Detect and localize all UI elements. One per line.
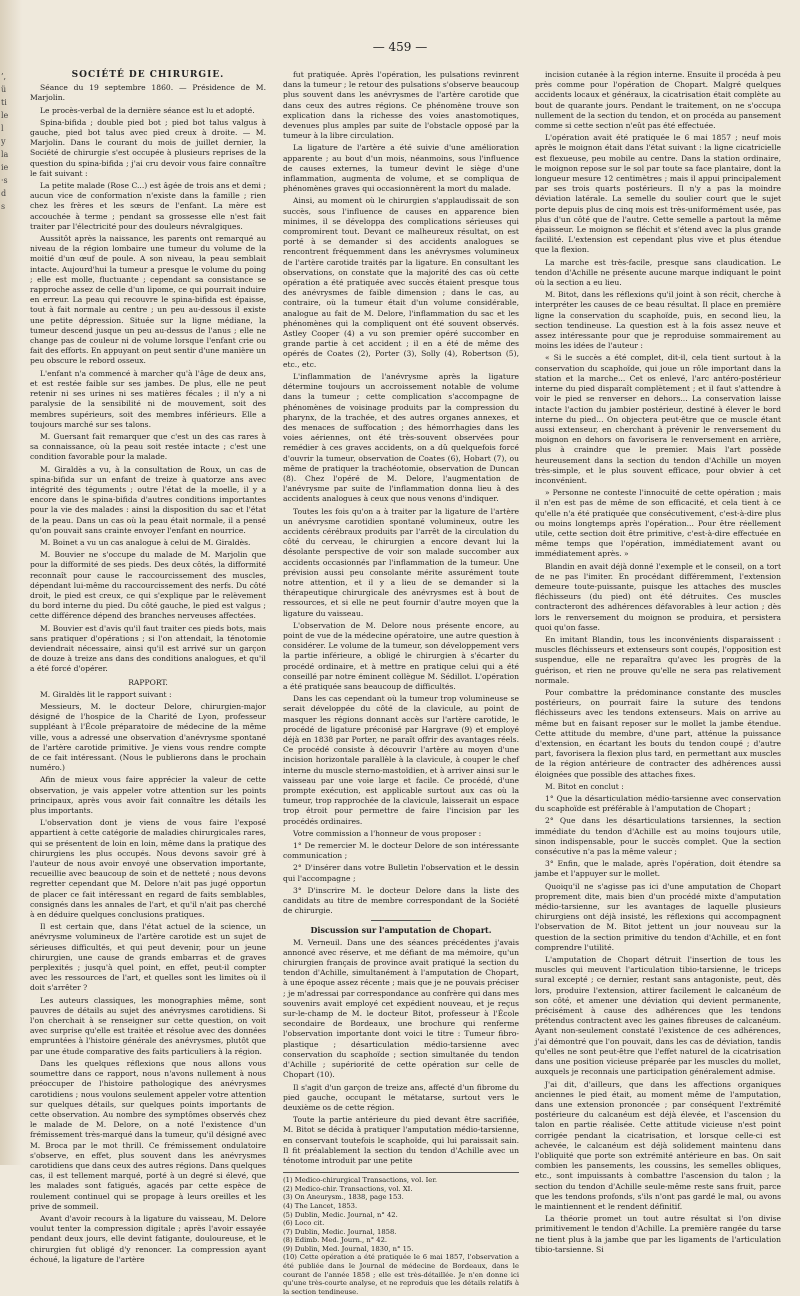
margin-fragment: le <box>1 111 9 120</box>
paragraph: Quoiqu'il ne s'agisse pas ici d'une amputation de Chopart proprement dite, mais bien d'un procédé mixte d'amputation médio-tarsienne, sur les avantages de laquelle plusieurs chirurgiens ont déjà insisté, les réflexions qui accompagnent l'observation de M. Bitot jettent un jour nouveau sur la question de la section primitive du tendon d'Achille, et en font comprendre l'utilité. <box>535 881 781 952</box>
paragraph: M. Guersant fait remarquer que c'est un des cas rares à sa connaissance, où la peau soit restée intacte ; c'est une condition favorable pour la malade. <box>30 431 266 462</box>
col3-paragraphs <box>535 70 781 1255</box>
footnotes <box>283 1172 519 1296</box>
footnote: (5) Dublin, Medic. Journal, n° 42. <box>283 1210 398 1219</box>
paragraph: Avant d'avoir recours à la ligature du vaisseau, M. Delore voulut tenter la compression digitale ; après l'avoir essayée pendant deux jours, elle devint fatigante, douloureuse, et le chirurgien fut obligé d'y renoncer. La compression ayant échoué, la ligature de l'artère <box>30 1213 266 1264</box>
paragraph: Dans les quelques réflexions que nous allons vous soumettre dans ce rapport, nous n'avons nullement à nous préoccuper de l'histoire pathologique des anévrysmes carotidiens ; nous voulons seulement appeler votre attention sur quelques détails, sur quelques points importants de cette observation. Au nombre des symptômes observés chez le malade de M. Delore, on a noté l'existence d'un frémissement très-marqué dans la tumeur, qu'il désigné avec M. Broca par le mot thrill. Ce frémissement ondulatoire s'observe, en effet, plus souvent dans les anévrysmes carotidiens que dans ceux des autres régions. Dans quelques cas, il est tellement marqué, porté à un degré si élevé, que les malades sont fatigués, agacés par cette espèce de roulement continuel qui se propage à leurs oreilles et les prive de sommeil. <box>30 1058 266 1211</box>
paragraph: L'amputation de Chopart détruit l'insertion de tous les muscles qui meuvent l'articulation tibio-tarsienne, le triceps sural excepté ; ce dernier, restant sans antagoniste, peut, dès lors, produire l'extension, attirer facilement le calcanéum de son côté, et amener une déviation qui devient permanente, précisément à cause des adhérences que les tendons prétendus contractent avec les gaines fibreuses de calcanéum. Ayant non-seulement constaté l'existence de ces adhérences, j'ai démontré que l'on pouvait, dans les cas de déviation, tandis qu'elles ne sont peut-être que l'effet naturel de la cicatrisation dans une position vicieuse préparée par les muscles du mollet, auxquels je reconnais une participation généralement admise. <box>535 955 781 1077</box>
margin-fragment: l <box>1 124 4 133</box>
footnote: (6) Loco cit. <box>283 1219 325 1228</box>
footnote: (3) On Aneurysm., 1838, page 153. <box>283 1193 404 1202</box>
paragraph: Messieurs, M. le docteur Delore, chirurgien-major désigné de l'hospice de la Charité de Lyon, professeur suppléant à l'École préparatoire de médecine de la même ville, vous a adressé une observation d'anévrysme spontané de l'artère carotide primitive. Je viens vous rendre compte de ce fait intéressant. (Nous le publierons dans le prochain numéro.) <box>30 701 266 773</box>
paragraph: 2° Que dans les désarticulations tarsiennes, la section immédiate du tendon d'Achille est au moins toujours utile, sinon indispensable, pour le succès complet. Que la section consécutive n'a pas la même valeur ; <box>535 816 781 857</box>
footnote: (2) Medico-chir. Transactions, vol. XI. <box>283 1184 413 1193</box>
margin-fragment: ti <box>1 98 7 107</box>
margin-fragment: s <box>1 202 6 211</box>
paragraph: L'opération avait été pratiquée le 6 mai 1857 ; neuf mois après le moignon était dans l'état suivant : la ligne cicatricielle est flexueuse, peu mobile au centre. Dans la station ordinaire, le moignon repose sur le sol par toute sa face plantaire, dont la longueur mesure 12 centimètres ; mais il appui principalement par ses trois quarts postérieurs. Il n'y a pas la moindre déviation latérale. La semelle du soulier court que le sujet porte depuis plus de cinq mois est très-uniformément usée, pas plus d'un côté que de l'autre. Cette semelle a partout la même épaisseur. Le moignon se fléchit et s'étend avec la plus grande facilité. L'extension est cependant plus vive et plus étendue que la flexion. <box>535 133 781 255</box>
footnote: (9) Dublin, Med. Journal, 1830, n° 15. <box>283 1244 414 1253</box>
paragraph: M. Bitot en conclut : <box>545 781 624 791</box>
footnote: (1) Medico-chirurgical Transactions, vol. Ier. <box>283 1176 437 1185</box>
paragraph: J'ai dit, d'ailleurs, que dans les affections organiques anciennes le pied était, au moment même de l'amputation, dans une extension prononcée ; par conséquent l'extrémité postérieure du calcanéum est déjà élevée, et l'ascension du talon en partie réalisée. Cette attitude vicieuse n'est point corrigée pendant la cicatrisation, et lorsque celle-ci est achevée, le calcanéum est déjà solidement maintenu dans l'obliquité que porte son extrémité antérieure en bas. On sait combien les pansements, les coussins, les semelles obliques, etc., sont impuissants à combattre l'ascension du talon ; la section du tendon d'Achille seule-même reste sans fruit, parce que les tendons profonds, s'ils n'ont pas gardé le mal, ou avons le maintiennent et le rendent définitif. <box>535 1079 781 1211</box>
paragraph: Blandin en avait déjà donné l'exemple et le conseil, on a tort de ne pas l'imiter. En procédant différemment, l'extension demeure toute-puissante, puisque les attaches des muscles fléchisseurs (du pied) ont été détruites. Ces muscles contracteront des adhérences défavorables à leur action ; dès lors le renversement du moignon se produira, et persistera quoi qu'on fasse. <box>535 561 781 632</box>
column-right <box>535 70 781 1254</box>
margin-fragments <box>1 70 13 213</box>
paragraph: M. Bitot, dans les réflexions qu'il joint à son récit, cherche à interpréter les causes de ce beau résultat. Il place en première ligne la conservation du scaphoïde, puis, en second lieu, la section tendineuse. La question est à la fois assez neuve et assez intéressante pour que je reproduise sommairement au moins les idées de l'auteur : <box>535 290 781 351</box>
footnote: (7) Dublin, Medic. Journal, 1858. <box>283 1227 397 1236</box>
paragraph: Le procès-verbal de la dernière séance est lu et adopté. <box>40 105 255 115</box>
paragraph: La théorie promet un tout autre résultat si l'on divise primitivement le tendon d'Achille. La première rangée du tarse ne tient plus à la jambe que par les ligaments de l'articulation tibio-tarsienne. Si <box>535 1214 781 1254</box>
paragraph: Votre commission a l'honneur de vous proposer : <box>293 828 482 838</box>
column-middle <box>283 70 519 1296</box>
paragraph: 1° Que la désarticulation médio-tarsienne avec conservation du scaphoïde est préférable à l'amputation de Chopart ; <box>535 794 781 814</box>
paragraph: 1° De remercier M. le docteur Delore de son intéressante communication ; <box>283 841 519 861</box>
paragraph: fut pratiquée. Après l'opération, les pulsations revinrent dans la tumeur ; le retour des pulsations s'observe beaucoup plus souvent dans les anévrysmes de l'artère carotide que dans ceux des autres régions. Ce phénomène trouve son explication dans la richesse des voies anastomotiques, devenues plus amples par suite de l'obstacle opposé par la tumeur à la libre circulation. <box>283 70 519 141</box>
paragraph: La ligature de l'artère a été suivie d'une amélioration apparente ; au bout d'un mois, néanmoins, sous l'influence de causes externes, la tumeur devint le siège d'une inflammation, augmenta de volume, et se compliqua de phénomènes graves qui occasionnèrent la mort du malade. <box>283 143 519 194</box>
paragraph: La marche est très-facile, presque sans claudication. Le tendon d'Achille ne présente aucune marque indiquant le point où la section a eu lieu. <box>535 257 781 288</box>
paragraph: M. Giraldès lit le rapport suivant : <box>40 689 172 699</box>
margin-fragment: y <box>1 137 6 146</box>
section-rule <box>371 920 431 921</box>
column-left <box>30 70 266 1264</box>
paragraph: « Si le succès a été complet, dit-il, cela tient surtout à la conservation du scaphoïde, qui joue un rôle important dans la station et la marche... Cet os enlevé, l'arc antéro-postérieur interne du pied disparaît complètement ; et il faut s'attendre à voir le pied se renverser en dehors... La conservation laisse intacte l'action du jambier postérieur, destiné à élever le bord interne du pied... On objectera peut-être que ce muscle étant aussi extenseur, en cherchant à prévenir le renversement du moignon en dehors on favorisera le renversement en arrière, plus à craindre que le premier. Mais l'art possède heureusement dans la section du tendon d'Achille un moyen très-simple, et le plus souvent efficace, pour obvier à cet inconvénient. <box>535 353 781 485</box>
paragraph: Ainsi, au moment où le chirurgien s'applaudissait de son succès, sous l'influence de causes en apparence bien minimes, il se développa des complications sérieuses qui compromirent tout. Devant ce malheureux résultat, on est porté à se demander si des accidents analogues se rencontrent fréquemment dans les anévrysmes volumineux de l'artère carotide traités par la ligature. En consultant les observations, on constate que la majorité des cas où cette opération a été pratiquée avec succès étaient presque tous des anévrysmes de faible dimension ; dans le cas, au contraire, où la tumeur était d'un volume considérable, analogue au fait de M. Delore, l'inflammation du sac et les phénomènes qui la compliquent ont été souvent observés. Astley Cooper (4) a vu son premier opéré succomber en grande partie à cet accident ; il en a été de même des opérés de Coates (2), Porter (3), Solly (4), Robertson (5), etc., etc. <box>283 196 519 369</box>
footnote: (10) Cette opération a été pratiquée le 6 mai 1857, l'observation a été publiée dans le Journal de médecine de Bordeaux, dans le courant de l'année 1858 ; elle est très-détaillée. Je n'en donne ici qu'une très-courte analyse, et ne reproduis que les détails relatifs à la section tendineuse. <box>283 1253 519 1296</box>
margin-fragment: ie <box>1 163 9 172</box>
paragraph: M. Bouvier est d'avis qu'il faut traiter ces pieds bots, mais sans pratiquer d'opérations ; si l'on attendait, la ténotomie deviendrait nécessaire, ainsi qu'il est arrivé sur un garçon de douze à treize ans dans des conditions analogues, et qu'il a été forcé d'opérer. <box>30 623 266 674</box>
paragraph: L'observation dont je viens de vous faire l'exposé appartient à cette catégorie de maladies chirurgicales rares, qui se présentent de loin en loin, même dans la pratique des chirurgiens les plus occupés. Nous devons savoir gré à l'auteur de nous avoir envoyé une observation importante, recueillie avec beaucoup de soin et de netteté ; nous devons regretter cependant que M. Delore n'ait pas jugé opportun de placer ce fait intéressant en regard de faits semblables, consignés dans les annales de l'art, et qu'il n'ait pas cherché à en déduire quelques conclusions pratiques. <box>30 818 266 920</box>
paragraph: Aussitôt après la naissance, les parents ont remarqué au niveau de la région lombaire une tumeur du volume de la moitié d'un œuf de poule. A son niveau, la peau semblait intacte. Aujourd'hui la tumeur a presque le volume du poing ; elle est molle, fluctuante ; cependant sa consistance se rapproche assez de celle d'un lipome, ce qui pourrait induire en erreur. La peau qui recouvre le spina-bifida est épaisse, tout à fait normale au centre ; un peu au-dessous il existe une petite dépression. Située sur la ligne médiane, la tumeur descend jusque un peu au-dessus de l'anus ; elle ne change pas de couleur ni de volume lorsque l'enfant crie ou fait des efforts. En appuyant on peut sentir d'une manière un peu obscure le rebord osseux. <box>30 234 266 366</box>
footnote: (8) Edimb. Med. Journ., n° 42. <box>283 1236 388 1245</box>
margin-fragment: la <box>1 150 9 159</box>
margin-fragment: ’, <box>1 72 7 81</box>
page-number: — 459 — <box>372 40 428 54</box>
paragraph: Spina-bifida ; double pied bot ; pied bot talus valgus à gauche, pied bot talus avec pied creux à droite. — M. Marjolin. Dans le courant du mois de juillet dernier, la Société de chirurgie s'est occupée à plusieurs reprises de la question du spina-bifida ; j'ai cru devoir vous faire connaître le fait suivant : <box>30 117 266 178</box>
paragraph: 3° Enfin, que le malade, après l'opération, doit étendre sa jambe et l'appuyer sur le mollet. <box>535 859 781 879</box>
paragraph: M. Verneuil. Dans une des séances précédentes j'avais annoncé avec réserve, et me défiant de ma mémoire, qu'un chirurgien français de province avait pratiqué la section du tendon d'Achille, simultanément à l'amputation de Chopart, à une époque assez récente ; mais que je ne pouvais préciser ; je m'adressai par correspondance au confrère qui dans mes souvenirs avait employé cet expédient nouveau, et je reçus sur-le-champ de M. le docteur Bitot, professeur à l'École secondaire de Bordeaux, une brochure qui renferme l'observation importante dont voici le titre : Tumeur fibro-plastique ; désarticulation médio-tarsienne avec conservation du scaphoïde ; section simultanée du tendon d'Achille ; supériorité de cette opération sur celle de Chopart (10). <box>283 937 519 1080</box>
paragraph: 3° D'inscrire M. le docteur Delore dans la liste des candidats au titre de membre correspondant de la Société de chirurgie. <box>283 885 519 916</box>
session-line: Séance du 19 septembre 1860. — Présidence de M. Marjolin. <box>30 83 266 103</box>
paragraph: Il s'agit d'un garçon de treize ans, affecté d'un fibrome du pied gauche, occupant le métatarse, surtout vers le deuxième os de cette région. <box>283 1082 519 1112</box>
paragraph: Pour combattre la prédominance constante des muscles postérieurs, on pourrait faire la suture des tendons fléchisseurs avec les tendons extenseurs. Mais on arrive au même but en faisant reposer sur le mollet la jambe étendue. Cette attitude du membre, d'une part, atténue la puissance d'extension, en écartant les bouts du tendon coupé ; d'autre part, favorisera la flexion plus tard, en permettant aux muscles de la région antérieure de contracter des adhérences aussi éloignées que possible des attaches fixes. <box>535 687 781 779</box>
paragraph: Il est certain que, dans l'état actuel de la science, un anévrysme volumineux de l'artère carotide est un sujet de sérieuses difficultés, et qui peut devenir, pour un jeune chirurgien, une cause de grands embarras et de graves perplexités ; jusqu'à quel point, en effet, peut-il compter avec les ressources de l'art, et quelles sont les limites où il doit s'arrêter ? <box>30 922 266 993</box>
paragraph: Toutes les fois qu'on a à traiter par la ligature de l'artère un anévrysme carotidien spontané volumineux, outre les accidents cérébraux produits par l'arrêt de la circulation du côté du cerveau, le chirurgien a encore devant lui la désolante perspective de voir son malade succomber aux accidents occasionnés par l'inflammation de la tumeur. Une prévision aussi peu consolante mérite assurément toute notre attention, et il y a lieu de se demander si la thérapeutique chirurgicale des anévrysmes est à bout de ressources, et si elle ne peut fournir d'autre moyen que la ligature du vaisseau. <box>283 506 519 618</box>
society-title: SOCIÉTÉ DE CHIRURGIE. <box>71 70 225 80</box>
margin-fragment: d <box>1 189 7 198</box>
paragraph: Les auteurs classiques, les monographies même, sont pauvres de détails au sujet des anévrysmes carotidiens. Si l'on cherchait à se renseigner sur cette question, on voit avec surprise qu'elle est traitée et résolue avec des données empruntées à l'histoire générale des anévrysmes, plutôt que par une étude comparative des faits particuliers à la région. <box>30 995 266 1056</box>
paragraph: Toute la partie antérieure du pied devant être sacrifiée, M. Bitot se décida à pratiquer l'amputation médio-tarsienne, en conservant toutefois le scaphoïde, qui lui paraissait sain. Il fit préalablement la section du tendon d'Achille avec un ténotome introduit par une petite <box>283 1115 519 1165</box>
paragraph: L'enfant n'a commencé à marcher qu'à l'âge de deux ans, et est restée faible sur ses jambes. De plus, elle ne peut retenir ni ses urines ni ses matières fécales ; il n'y a ni paralysie de la sensibilité ni de mouvement, soit des membres supérieurs, soit des membres inférieurs. Elle a toujours marché sur ses talons. <box>30 368 266 429</box>
paragraph: incision cutanée à la région interne. Ensuite il procéda à peu près comme pour l'opération de Chopart. Malgré quelques accidents locaux et généraux, la cicatrisation était complète au bout de quarante jours. Pendant le traitement, on ne s'occupa nullement de la section du tendon, et on procéda au pansement comme si cette section n'eût pas été effectuée. <box>535 70 781 131</box>
margin-fragment: ·s <box>1 176 8 185</box>
rapport-heading: RAPPORT. <box>128 677 168 687</box>
col1-paragraphs <box>30 106 266 675</box>
discussion-heading: Discussion sur l'amputation de Chopart. <box>310 925 492 936</box>
paragraph: M. Giraldès a vu, à la consultation de Roux, un cas de spina-bifida sur un enfant de treize à quatorze ans avec intégrité des téguments ; outre l'état de la moelle, il y a encore dans le spina-bifida d'autres conditions importantes pour la vie des malades : ainsi la disposition du sac et l'état de la peau. Dans un cas où la peau était normale, il a pensé qu'on pouvait sans crainte envoyer l'enfant en nourrice. <box>30 464 266 535</box>
margin-fragment: ü <box>1 85 7 94</box>
paragraph: 2° D'insérer dans votre Bulletin l'observation et le dessin qui l'accompagne ; <box>283 863 519 883</box>
paragraph: L'inflammation de l'anévrysme après la ligature détermine toujours un accroissement notable de volume dans la tumeur ; cette complication s'accompagne de phénomènes de voisinage produits par la compression du pharynx, de la trachée, et des autres organes annexes, et des menaces de suffocation ; des hémorrhagies dans les voies aériennes, ont été très-souvent observées pour remédier à ces graves accidents, on a dû quelquefois forcé d'ouvrir la tumeur, observation de Coates (6), Hobart (7), ou même de pratiquer la trachéotomie, observation de Duncan (8). Chez l'opéré de M. Delore, l'augmentation de l'anévrysme par suite de l'inflammation donna lieu à des accidents analogues à ceux que nous venons d'indiquer. <box>283 371 519 504</box>
paragraph: M. Bouvier ne s'occupe du malade de M. Marjolin que pour la difformité de ses pieds. Des deux côtés, la difformité reconnaît pour cause le raccourcissement des muscles, dépendant lui-même du raccourcissement des nerfs. Du côté droit, le pied est creux, ce qui s'explique par le relèvement du bord interne du pied. Du côté gauche, le pied est valgus ; cette différence dépend des branches nerveuses affectées. <box>30 550 266 621</box>
paragraph: La petite malade (Rose C...) est âgée de trois ans et demi ; aucun vice de conformation n'existe dans la famille ; rien chez les frères et les sœurs de l'enfant. La mère est accouchée à terme ; pendant sa grossesse elle n'est fait traiter par l'électricité pour des douleurs névralgiques. <box>30 181 266 231</box>
paragraph: M. Boinet a vu un cas analogue à celui de M. Giraldès. <box>40 537 251 547</box>
rapport-paragraphs <box>30 690 266 1265</box>
paragraph: Afin de mieux vous faire apprécier la valeur de cette observation, je vais appeler votre attention sur les points principaux, après vous avoir fait connaître les détails les plus importants. <box>30 775 266 816</box>
paragraph: L'observation de M. Delore nous présente encore, au point de vue de la médecine opératoire, une autre question à considérer. Le volume de la tumeur, son développement vers la partie inférieure, a obligé le chirurgien à s'écarter du procédé ordinaire, et à mettre en pratique celui qui a été conseillé par notre éminent collègue M. Sédillot. L'opération a été pratiquée sans beaucoup de difficultés. <box>283 620 519 691</box>
paragraph: Dans les cas cependant où la tumeur trop volumineuse se serait développée du côté de la clavicule, au point de masquer les régions donnant accès sur l'artère carotide, le procédé de ligature préconisé par Hargrave (9) et employé déjà en 1838 par Porter, ne paraît offrir des avantages réels. Ce procédé consiste à découvrir l'artère au moyen d'une incision horizontale parallèle à la clavicule, à couper le chef interne du muscle sterno-mastoïdien, et à arriver ainsi sur le vaisseau par une voie large et facile. Ce procédé, d'une prompte exécution, est applicable surtout aux cas où la tumeur, trop rapprochée de la clavicule, laisserait un espace trop étroit pour permettre de faire l'incision par les procédés ordinaires. <box>283 694 519 826</box>
discussion-paragraphs <box>283 938 519 1166</box>
paragraph: En imitant Blandin, tous les inconvénients disparaissent : muscles fléchisseurs et extenseurs sont coupés, l'opposition est suspendue, elle ne reparaîtra qu'avec les progrès de la guérison, et rien ne prouve qu'elle ne sera pas relativement normale. <box>535 634 781 685</box>
paragraph: » Personne ne conteste l'innocuité de cette opération ; mais il n'en est pas de même de son efficacité, et cela tient à ce qu'elle n'a été pratiquée que consécutivement, c'est-à-dire plus ou moins longtemps après l'opération... Pour être réellement utile, cette section doit être primitive, c'est-à-dire effectuée en même temps que l'opération, immédiatement avant ou immédiatement après. » <box>535 488 781 559</box>
col2-paragraphs <box>283 70 519 916</box>
footnote: (4) The Lancet, 1853. <box>283 1201 358 1210</box>
